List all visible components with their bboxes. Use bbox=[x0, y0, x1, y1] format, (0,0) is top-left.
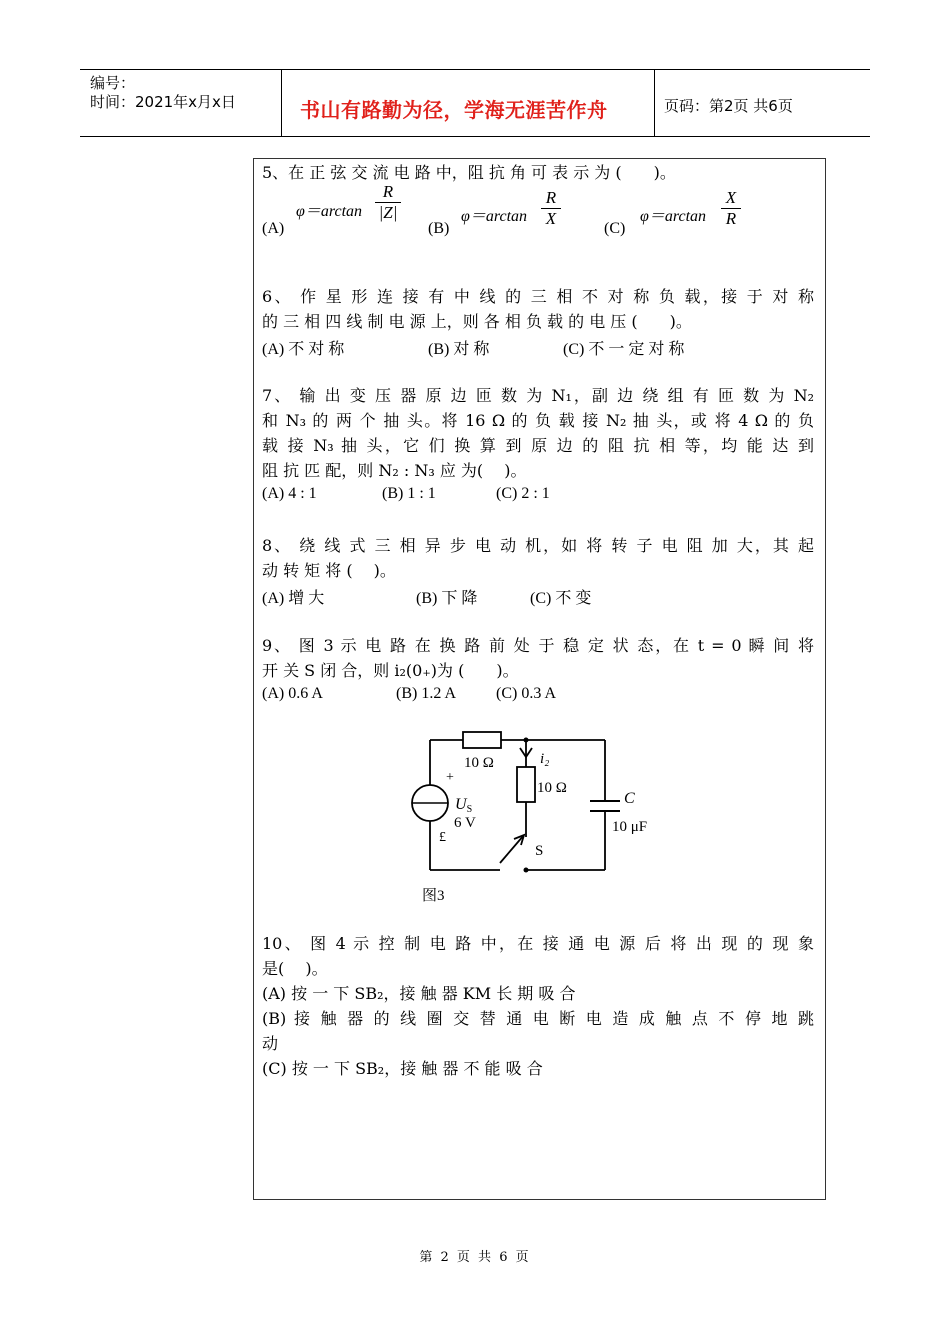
switch-blade bbox=[500, 835, 524, 863]
q5-option-b-fraction bbox=[541, 188, 561, 229]
q5-c-expr: φ＝arctan bbox=[640, 208, 707, 225]
header-top-rule bbox=[80, 69, 870, 70]
source-name-sub: S bbox=[466, 804, 473, 815]
q7-line-1: 7、 输 出 变 压 器 原 边 匝 数 为 N₁，副 边 绕 组 有 匝 数 为 N₂ bbox=[262, 386, 814, 405]
q9-option-b: (B) 1.2 A bbox=[396, 685, 456, 702]
capacitor-value: 10 μF bbox=[612, 819, 648, 835]
source-value: 6 V bbox=[454, 815, 476, 831]
resistor-r1 bbox=[463, 732, 501, 748]
q8-option-a: (A) 增 大 bbox=[262, 590, 325, 607]
header-motto: 书山有路勤为径，学海无涯苦作舟 bbox=[300, 98, 608, 122]
q5-b-denominator: X bbox=[545, 209, 557, 228]
q8-option-c: (C) 不 变 bbox=[530, 590, 592, 607]
q5-option-c-label: (C) bbox=[604, 220, 626, 237]
node-bottom bbox=[524, 868, 529, 873]
q6-option-c: (C) 不 一 定 对 称 bbox=[563, 341, 685, 358]
q10-option-b bbox=[262, 1006, 814, 1056]
q7-option-b: (B) 1 : 1 bbox=[382, 485, 436, 502]
q5-stem: 5、在 正 弦 交 流 电 路 中，阻 抗 角 可 表 示 为 ( )。 bbox=[262, 163, 676, 182]
q5-option-a-fraction bbox=[375, 182, 401, 223]
page-footer: 第 2 页 共 6 页 bbox=[419, 1250, 531, 1265]
q5-option-a-label: (A) bbox=[262, 220, 285, 237]
q5-option-c-fraction bbox=[721, 188, 741, 229]
q10-option-b-line-1: (B) 接 触 器 的 线 圈 交 替 通 电 断 电 造 成 触 点 不 停 地 跳 bbox=[262, 1009, 814, 1028]
q7-stem bbox=[262, 383, 814, 483]
q5-option-b-lhs bbox=[461, 203, 527, 226]
node-top bbox=[524, 738, 529, 743]
q5-c-numerator: X bbox=[725, 188, 737, 207]
switch-label: S bbox=[535, 843, 544, 859]
q9-line-1: 9、 图 3 示 电 路 在 换 路 前 处 于 稳 定 状 态，在 t = 0 瞬 间 将 bbox=[262, 636, 814, 655]
q6-line-2: 的 三 相 四 线 制 电 源 上，则 各 相 负 载 的 电 压 ( )。 bbox=[262, 312, 692, 331]
r2-label: 10 Ω bbox=[537, 780, 567, 796]
q8-line-1: 8、 绕 线 式 三 相 异 步 电 动 机，如 将 转 子 电 阻 加 大，其 起 bbox=[262, 536, 814, 555]
q5-b-expr: φ＝arctan bbox=[461, 208, 528, 225]
q9-option-a: (A) 0.6 A bbox=[262, 685, 323, 702]
q8-line-2: 动 转 矩 将 ( )。 bbox=[262, 561, 396, 580]
q6-stem bbox=[262, 284, 814, 334]
source-plus-sign: + bbox=[446, 770, 454, 785]
q5-b-numerator: R bbox=[545, 188, 557, 207]
figure-3-circuit bbox=[400, 725, 680, 915]
source-name bbox=[455, 796, 472, 815]
header-divider-2 bbox=[654, 69, 655, 136]
doc-time-label: 时间：2021年x月x日 bbox=[90, 93, 236, 111]
capacitor-label: C bbox=[624, 790, 635, 807]
q7-line-2: 和 N₃ 的 两 个 抽 头。将 16 Ω 的 负 载 接 N₂ 抽 头，或 将 4 Ω 的 负 bbox=[262, 411, 814, 430]
q6-line-1: 6、 作 星 形 连 接 有 中 线 的 三 相 不 对 称 负 载，接 于 对 称 bbox=[262, 287, 814, 306]
q5-c-denominator: R bbox=[725, 209, 737, 228]
q8-option-b: (B) 下 降 bbox=[416, 590, 478, 607]
q10-option-b-line-2: 动 bbox=[262, 1034, 279, 1053]
q9-line-2: 开 关 S 闭 合，则 i₂(0₊)为 ( )。 bbox=[262, 661, 519, 680]
q7-line-3: 载 接 N₃ 抽 头，它 们 换 算 到 原 边 的 阻 抗 相 等，均 能 达 到 bbox=[262, 436, 814, 455]
header-divider-1 bbox=[281, 69, 282, 136]
source-minus-sign: £ bbox=[439, 830, 446, 845]
resistor-r2 bbox=[517, 767, 535, 802]
q7-line-4: 阻 抗 匹 配，则 N₂ : N₃ 应 为( )。 bbox=[262, 461, 527, 480]
r1-label: 10 Ω bbox=[464, 755, 494, 771]
i2-label: i₂ bbox=[540, 751, 550, 767]
q5-option-a-lhs bbox=[296, 198, 362, 221]
q7-option-a: (A) 4 : 1 bbox=[262, 485, 317, 502]
q10-line-2: 是( )。 bbox=[262, 959, 328, 978]
q5-a-expr: φ＝arctan bbox=[296, 203, 363, 220]
q10-option-a: (A) 按 一 下 SB₂，接 触 器 KM 长 期 吸 合 bbox=[262, 984, 576, 1003]
q10-line-1: 10、 图 4 示 控 制 电 路 中，在 接 通 电 源 后 将 出 现 的 现 象 bbox=[262, 934, 814, 953]
q6-option-b: (B) 对 称 bbox=[428, 341, 490, 358]
q9-stem bbox=[262, 633, 814, 683]
q7-option-c: (C) 2 : 1 bbox=[496, 485, 550, 502]
q5-option-b-label: (B) bbox=[428, 220, 450, 237]
q9-option-c: (C) 0.3 A bbox=[496, 685, 556, 702]
doc-number-label: 编号： bbox=[90, 74, 136, 92]
q6-option-a: (A) 不 对 称 bbox=[262, 341, 345, 358]
figure-3-caption: 图3 bbox=[422, 888, 445, 904]
q5-a-numerator: R bbox=[382, 182, 394, 201]
q5-a-denominator: |Z| bbox=[378, 203, 398, 222]
q5-option-c-lhs bbox=[640, 203, 706, 226]
page-info: 页码：第2页 共6页 bbox=[664, 97, 793, 115]
q10-stem bbox=[262, 931, 814, 981]
source-name-main: U bbox=[455, 796, 467, 813]
header-bottom-rule bbox=[80, 136, 870, 137]
q8-stem bbox=[262, 533, 814, 583]
q10-option-c: (C) 按 一 下 SB₂，接 触 器 不 能 吸 合 bbox=[262, 1059, 543, 1078]
